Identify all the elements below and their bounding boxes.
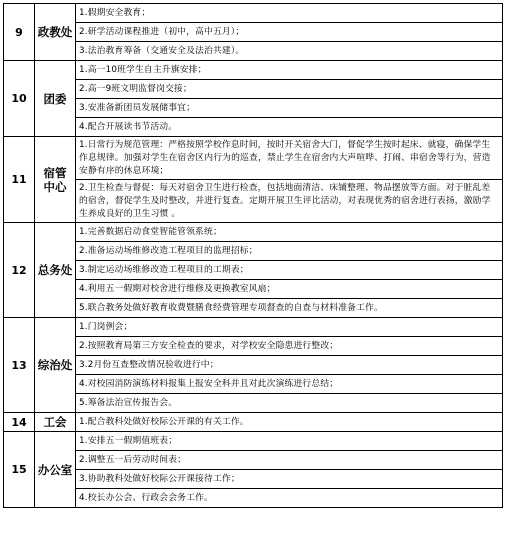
- table-row: [4, 356, 503, 375]
- table-row: [4, 118, 503, 137]
- task-item: 3.制定运动场维修改造工程项目的工期表；: [76, 261, 503, 280]
- table-row: [4, 280, 503, 299]
- task-item: 4.利用五一假期对校舍进行维修及更换教室风扇；: [76, 280, 503, 299]
- table-row: [4, 242, 503, 261]
- row-number: 11: [4, 137, 35, 223]
- row-number: 14: [4, 413, 35, 432]
- department-name: 工会: [35, 413, 76, 432]
- row-number: 13: [4, 318, 35, 413]
- row-number: 12: [4, 223, 35, 318]
- task-item: 3.协助教科处做好校际公开课接待工作；: [76, 470, 503, 489]
- work-plan-table: [3, 3, 503, 508]
- table-row: [4, 470, 503, 489]
- department-name: 综治处: [35, 318, 76, 413]
- table-row: [4, 180, 503, 223]
- task-item: 3.2月份互查整改情况验收进行中；: [76, 356, 503, 375]
- task-item: 5.联合教务处做好教育收费暨膳食经费管理专项督查的自查与材料准备工作。: [76, 299, 503, 318]
- task-item: 5.筹备法治宣传报告会。: [76, 394, 503, 413]
- task-item: 3.安准备新团员发展储事宜；: [76, 99, 503, 118]
- task-item: 2.准备运动场维修改造工程项目的监理招标；: [76, 242, 503, 261]
- table-row: [4, 80, 503, 99]
- task-item: 2.卫生检查与督促：每天对宿舍卫生进行检查，包括地面清洁、床铺整理、物品摆放等方面。对于脏乱差的宿舍，督促学生及时整改，并进行复查。定期开展卫生评比活动，对表现优秀的宿舍进行表扬，激励学生养成良好的卫生习惯 。: [76, 180, 503, 223]
- table-row: [4, 299, 503, 318]
- table-row: [4, 99, 503, 118]
- task-item: 3.法治教育筹备（交通安全及法治共建）。: [76, 42, 503, 61]
- table-row: [4, 42, 503, 61]
- task-item: 4.配合开展读书节活动。: [76, 118, 503, 137]
- department-name: [35, 137, 76, 223]
- table-row: [4, 432, 503, 451]
- table-row: [4, 451, 503, 470]
- table-row: [4, 413, 503, 432]
- task-item: 1.假期安全教育；: [76, 4, 503, 23]
- task-item: 2.按照教育局第三方安全检查的要求，对学校安全隐患进行整改；: [76, 337, 503, 356]
- table-row: [4, 489, 503, 508]
- task-item: 4.校长办公会、行政会会务工作。: [76, 489, 503, 508]
- task-item: 1.完善数据启动食堂智能管领系统；: [76, 223, 503, 242]
- table-row: [4, 23, 503, 42]
- table-row: [4, 137, 503, 180]
- table-row: [4, 223, 503, 242]
- table-row: [4, 318, 503, 337]
- department-name: 总务处: [35, 223, 76, 318]
- table-row: [4, 375, 503, 394]
- task-item: 1.门岗例会；: [76, 318, 503, 337]
- task-item: 1.日常行为规范管理：严格按照学校作息时间，按时开关宿舍大门，督促学生按时起床、就寝，确保学生作息规律。加强对学生在宿舍区内行为的巡查，禁止学生在宿舍内大声喧哗、打闹、串宿舍等行为，营造安静有序的休息环境；: [76, 137, 503, 180]
- table-row: [4, 4, 503, 23]
- row-number: 15: [4, 432, 35, 508]
- row-number: 10: [4, 61, 35, 137]
- table-row: [4, 261, 503, 280]
- task-item: 2.高一9班文明监督岗交接；: [76, 80, 503, 99]
- work-plan-table-container: [3, 3, 503, 508]
- department-name: 政教处: [35, 4, 76, 61]
- task-item: 1.高一10班学生自主升旗安排；: [76, 61, 503, 80]
- row-number: 9: [4, 4, 35, 61]
- department-name: 办公室: [35, 432, 76, 508]
- department-name: 团委: [35, 61, 76, 137]
- table-row: [4, 61, 503, 80]
- department-name-text: 宿管中心: [43, 165, 67, 194]
- task-item: 4.对校园消防演练材料报集上报安全科并且对此次演练进行总结；: [76, 375, 503, 394]
- table-row: [4, 394, 503, 413]
- task-item: 2.调整五一后劳动时间表；: [76, 451, 503, 470]
- task-item: 1.配合教科处做好校际公开课的有关工作。: [76, 413, 503, 432]
- table-row: [4, 337, 503, 356]
- task-item: 2.研学活动课程推进（初中，高中五月）；: [76, 23, 503, 42]
- task-item: 1.安排五一假期值班表；: [76, 432, 503, 451]
